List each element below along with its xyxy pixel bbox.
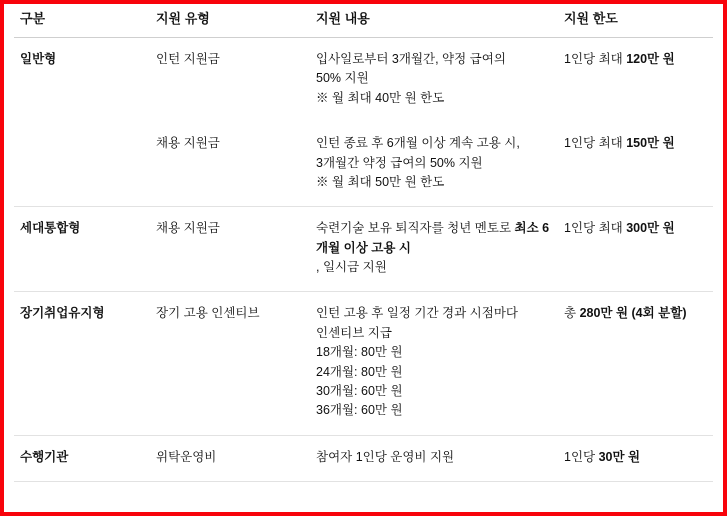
cell-support-limit: 1인당 최대 120만 원 (564, 52, 675, 66)
cell-category (14, 122, 150, 207)
cell-support-type: 장기 고용 인센티브 (150, 292, 310, 435)
cell-category: 장기취업유지형 (14, 292, 150, 435)
table-row (14, 292, 713, 435)
table-row (14, 435, 713, 481)
cell-category: 일반형 (20, 52, 57, 66)
column-header-limit: 지원 한도 (558, 4, 713, 38)
cell-support-limit: 1인당 30만 원 (558, 435, 713, 481)
table-bottom-spacer (14, 482, 713, 513)
table-row (14, 122, 713, 207)
spacer-cell (150, 482, 310, 513)
cell-support-limit: 1인당 최대 150만 원 (558, 122, 713, 207)
cell-support-content: 숙련기술 보유 퇴직자를 청년 멘토로 최소 6개월 이상 고용 시 , 일시금 지원 (310, 207, 558, 292)
cell-support-content: 인턴 종료 후 6개월 이상 계속 고용 시, 3개월간 약정 급여의 50% 지원 ※ 월 최대 50만 원 한도 (310, 122, 558, 207)
table-body (14, 38, 713, 513)
table-row (14, 207, 713, 292)
cell-support-type: 위탁운영비 (150, 435, 310, 481)
cell-support-content: 참여자 1인당 운영비 지원 (310, 435, 558, 481)
cell-category: 세대통합형 (14, 207, 150, 292)
column-header-type: 지원 유형 (150, 4, 310, 38)
cell-support-content: 인턴 고용 후 일정 기간 경과 시점마다 인센티브 지급 18개월: 80만 원 24개월: 80만 원 30개월: 60만 원 36개월: 60만 원 (310, 292, 558, 435)
cell-support-type: 인턴 지원금 (156, 52, 220, 66)
cell-support-type: 채용 지원금 (150, 207, 310, 292)
cell-support-limit: 총 280만 원 (4회 분할) (558, 292, 713, 435)
header-row (14, 4, 713, 38)
table-header (14, 4, 713, 38)
spacer-cell (310, 482, 558, 513)
cell-support-content: 입사일로부터 3개월간, 약정 급여의 50% 지원 ※ 월 최대 40만 원 한도 (316, 52, 506, 105)
table-row (14, 38, 713, 123)
cell-support-type: 채용 지원금 (150, 122, 310, 207)
table-container (4, 4, 723, 512)
cell-category: 수행기관 (14, 435, 150, 481)
column-header-category: 구분 (14, 4, 150, 38)
support-table (14, 4, 713, 512)
spacer-cell (558, 482, 713, 513)
column-header-content: 지원 내용 (310, 4, 558, 38)
cell-support-limit: 1인당 최대 300만 원 (558, 207, 713, 292)
spacer-cell (14, 482, 150, 513)
